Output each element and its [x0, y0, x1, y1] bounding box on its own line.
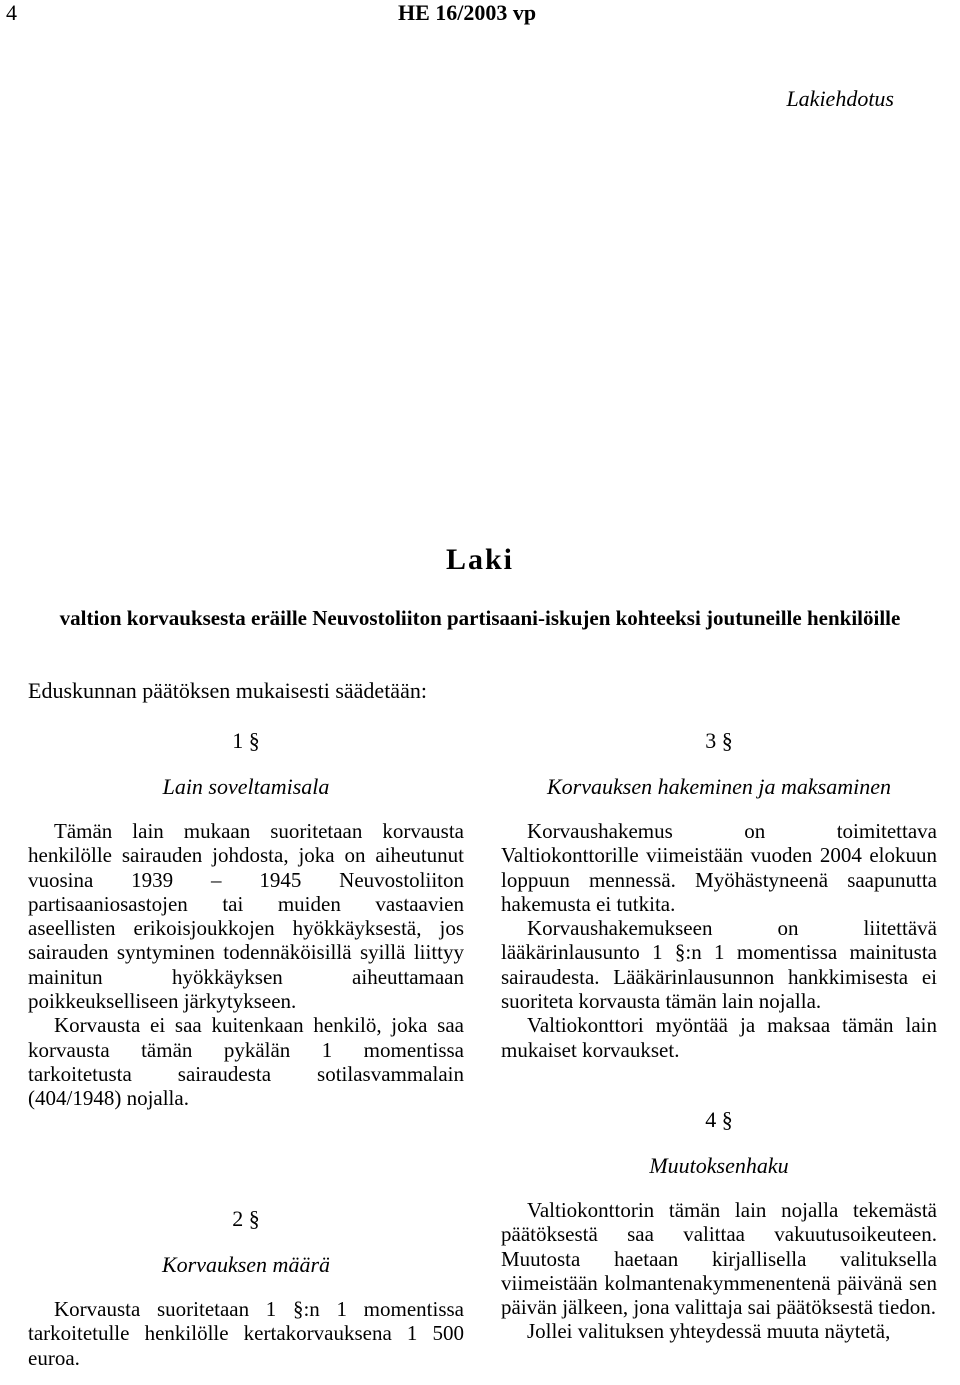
draft-label: Lakiehdotus — [786, 86, 894, 111]
paragraph: Korvaushakemukseen on liitettävä lääkärinlausunto 1 §:n 1 momentissa mainitusta sairaudesta. Lääkärinlausunnon hankkimisesta ei suoriteta korvausta tämän lain nojalla. — [501, 916, 937, 1014]
section-title: Korvauksen määrä — [161, 1252, 331, 1277]
section-title: Korvauksen hakeminen ja maksaminen — [547, 774, 891, 799]
page-number: 4 — [6, 0, 17, 25]
section-4 — [501, 1108, 937, 1344]
paragraph: Valtiokonttori myöntää ja maksaa tämän lain mukaiset korvaukset. — [501, 1013, 937, 1062]
section-number: 4 § — [705, 1107, 733, 1132]
section-2 — [28, 1207, 464, 1370]
paragraph: Tämän lain mukaan suoritetaan korvausta henkilölle sairauden johdosta, joka on aiheutunut vuosina 1939 – 1945 Neuvostoliiton partisaaniosastojen tai muiden vastaavien aseellisten erikoisjoukkojen hyökkäyksestä, jos sairauden syntyminen todennäköisillä syillä liittyy mainitun hyökkäyksen aiheuttamaan poikkeukselliseen järkytykseen. — [28, 819, 464, 1014]
enacting-clause: Eduskunnan päätöksen mukaisesti säädetään: — [28, 678, 427, 703]
law-title: Laki — [445, 543, 515, 576]
section-number: 2 § — [232, 1206, 260, 1231]
section-number: 3 § — [705, 728, 733, 753]
document-id: HE 16/2003 vp — [398, 0, 537, 25]
section-number: 1 § — [232, 728, 260, 753]
law-subtitle: valtion korvauksesta eräille Neuvostoliiton partisaani-iskujen kohteeksi joutuneille henkilöille — [59, 606, 901, 630]
section-title: Lain soveltamisala — [162, 774, 330, 799]
paragraph: Korvaushakemus on toimitettava Valtiokonttorille viimeistään vuoden 2004 elokuun loppuun mennessä. Myöhästyneenä saapunutta hakemusta ei tutkita. — [501, 819, 937, 916]
paragraph: Jollei valituksen yhteydessä muuta näytetä, — [527, 1319, 891, 1344]
paragraph: Korvausta suoritetaan 1 §:n 1 momentissa tarkoitetulle henkilölle kertakorvauksena 1 500 euroa. — [28, 1297, 464, 1370]
paragraph: Korvausta ei saa kuitenkaan henkilö, joka saa korvausta tämän pykälän 1 momentissa tarkoitetusta sairaudesta sotilasvammalain (404/1948) nojalla. — [28, 1013, 464, 1111]
paragraph: Valtiokonttorin tämän lain nojalla tekemästä päätöksestä saa valittaa vakuutusoikeuteen. Muutosta haetaan kirjallisella valituksella viimeistään kolmantenakymmenentenä päivänä sen päivän jälkeen, jona valittaja sai päätöksestä tiedon. — [501, 1198, 937, 1320]
section-title: Muutoksenhaku — [649, 1153, 789, 1178]
section-3 — [501, 729, 937, 1062]
section-1 — [28, 729, 464, 1111]
